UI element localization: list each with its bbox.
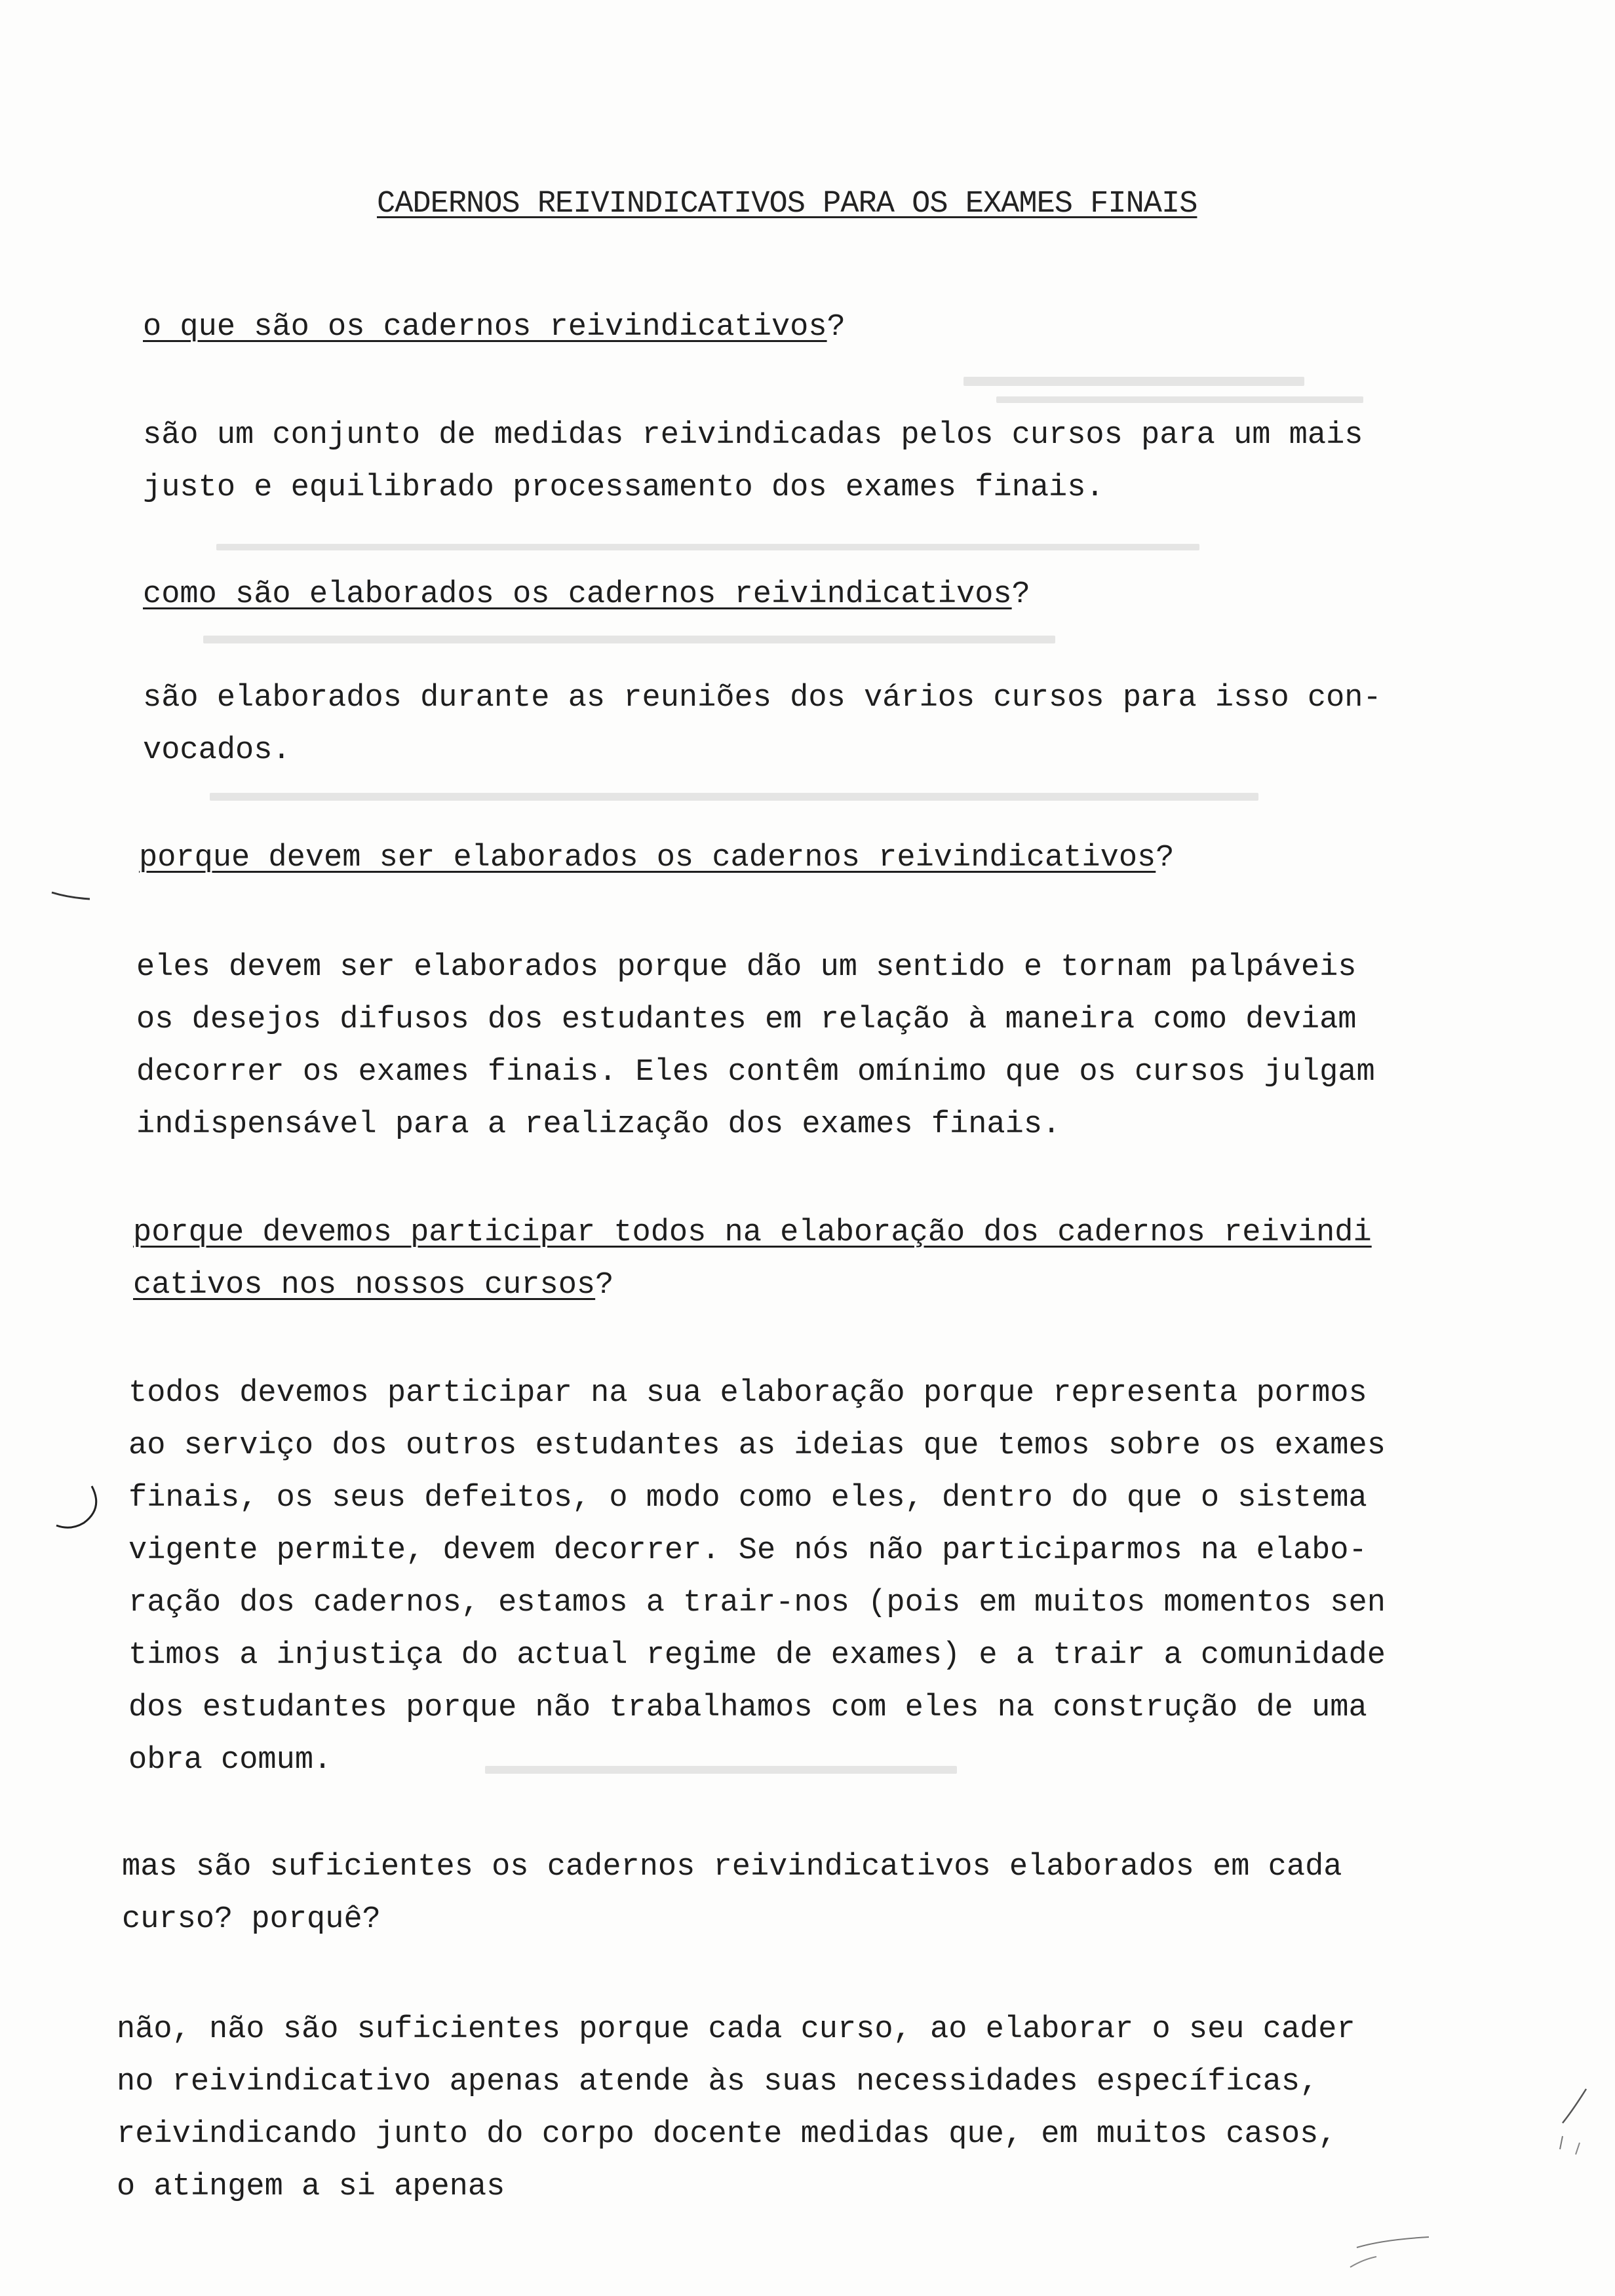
scan-noise xyxy=(996,396,1363,403)
scan-noise xyxy=(963,377,1304,386)
answer-5 xyxy=(117,2004,1441,2213)
answer-4-line-8: obra comum. xyxy=(128,1743,332,1778)
answer-1-line-2: justo e equilibrado processamento dos exames finais. xyxy=(143,470,1104,505)
margin-stroke-mark xyxy=(1337,2228,1442,2280)
answer-4-line-1: todos devemos participar na sua elaboração porque representa pormos xyxy=(128,1376,1367,1411)
margin-dash-mark xyxy=(49,886,95,906)
answer-2-line-2: vocados. xyxy=(143,733,291,768)
answer-2-line-1: são elaborados durante as reuniões dos vários cursos para isso con- xyxy=(143,681,1382,716)
answer-4-line-4: vigente permite, devem decorrer. Se nós não participarmos na elabo- xyxy=(128,1533,1367,1568)
answer-5-line-3: reivindicando junto do corpo docente medidas que, em muitos casos, xyxy=(117,2117,1337,2152)
answer-3-line-2: os desejos difusos dos estudantes em relação à maneira como deviam xyxy=(136,1003,1357,1037)
answer-5-line-2: no reivindicativo apenas atende às suas necessidades específicas, xyxy=(117,2065,1319,2099)
question-4 xyxy=(133,1207,1372,1312)
answer-4-line-2: ao serviço dos outros estudantes as ideias que temos sobre os exames xyxy=(128,1428,1386,1463)
question-1-mark: ? xyxy=(827,310,846,345)
scan-noise xyxy=(485,1766,957,1774)
answer-4-line-5: ração dos cadernos, estamos a trair-nos (pois em muitos momentos sen xyxy=(128,1586,1386,1620)
question-2 xyxy=(143,569,1030,621)
answer-4 xyxy=(128,1368,1452,1787)
answer-4-line-3: finais, os seus defeitos, o modo como eles, dentro do que o sistema xyxy=(128,1481,1367,1516)
scan-noise xyxy=(216,544,1199,550)
answer-3-line-4: indispensável para a realização dos exames finais. xyxy=(136,1107,1061,1142)
scan-noise xyxy=(203,636,1055,643)
question-4-text-line-1: porque devemos participar todos na elaboração dos cadernos reivindi xyxy=(133,1215,1372,1250)
answer-1 xyxy=(143,410,1467,514)
answer-4-line-7: dos estudantes porque não trabalhamos com eles na construção de uma xyxy=(128,1691,1367,1725)
question-3-mark: ? xyxy=(1156,841,1175,875)
question-2-text: como são elaborados os cadernos reivindicativos xyxy=(143,577,1012,612)
question-3 xyxy=(139,832,1174,885)
margin-bracket-mark xyxy=(52,1482,105,1535)
question-1-text: o que são os cadernos reivindicativos xyxy=(143,310,827,345)
question-3-text: porque devem ser elaborados os cadernos reivindicativos xyxy=(139,841,1156,875)
answer-5-line-1: não, não são suficientes porque cada curso, ao elaborar o seu cader xyxy=(117,2012,1355,2047)
answer-3-line-1: eles devem ser elaborados porque dão um sentido e tornam palpáveis xyxy=(136,950,1357,985)
document-title: CADERNOS REIVINDICATIVOS PARA OS EXAMES FINAIS xyxy=(377,187,1197,221)
answer-5-line-4: o atingem a si apenas xyxy=(117,2170,505,2204)
question-2-mark: ? xyxy=(1011,577,1030,612)
answer-2 xyxy=(143,672,1467,777)
question-1 xyxy=(143,301,846,354)
scan-noise xyxy=(210,793,1258,801)
answer-3-line-3: decorrer os exames finais. Eles contêm omínimo que os cursos julgam xyxy=(136,1055,1375,1090)
question-5-line-1: mas são suficientes os cadernos reivindicativos elaborados em cada xyxy=(122,1850,1342,1885)
question-5-line-2: curso? porquê? xyxy=(122,1902,381,1937)
question-4-text-line-2: cativos nos nossos cursos xyxy=(133,1268,596,1303)
margin-scribble-mark xyxy=(1553,2084,1593,2162)
answer-3 xyxy=(136,942,1460,1151)
question-5 xyxy=(122,1841,1446,1946)
answer-1-line-1: são um conjunto de medidas reivindicadas pelos cursos para um mais xyxy=(143,418,1363,453)
answer-4-line-6: timos a injustiça do actual regime de exames) e a trair a comunidade xyxy=(128,1638,1386,1673)
question-4-mark: ? xyxy=(595,1268,614,1303)
